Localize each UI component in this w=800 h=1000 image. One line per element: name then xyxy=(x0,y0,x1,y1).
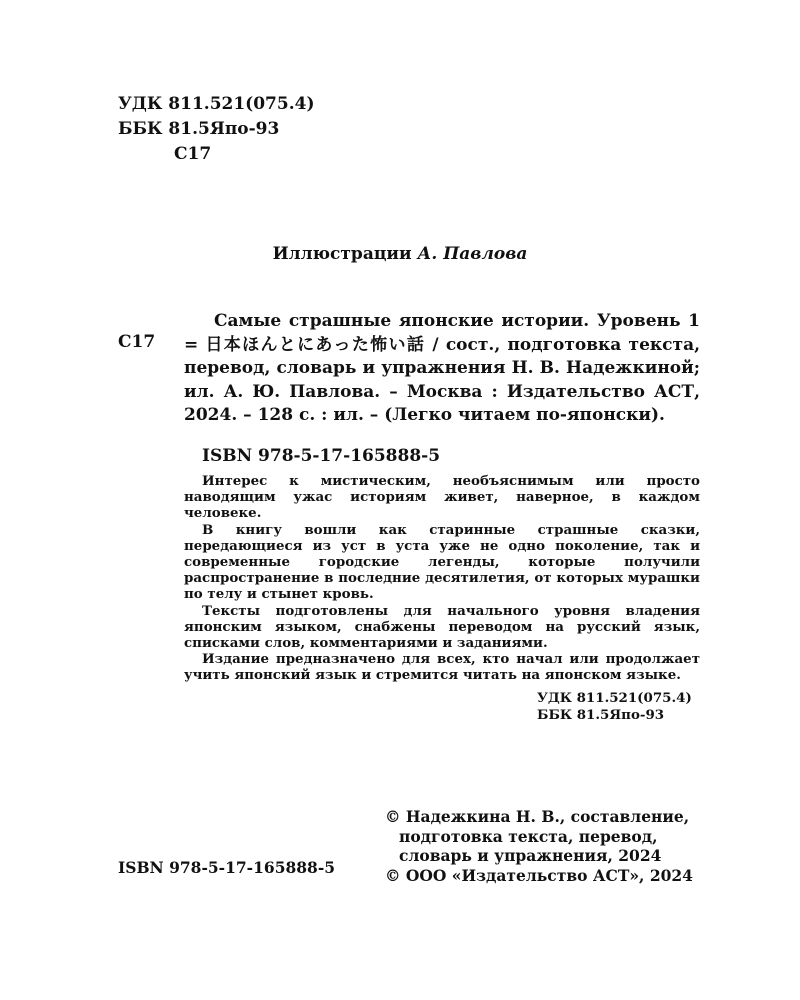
copyright-line: © Надежкина Н. В., составление, xyxy=(385,807,690,826)
bibliographic-title-word: Самые xyxy=(214,311,282,331)
udk-code: УДК 811.521(075.4) xyxy=(118,94,315,114)
copyright-line: словарь и упражнения, 2024 xyxy=(399,846,662,865)
bbk-code: ББК 81.5Япо-93 xyxy=(118,119,280,139)
side-author-mark: С17 xyxy=(118,332,156,352)
abstract-paragraph: В книгу вошли как старинные страшные сказки, передающиеся из уст в уста уже не одно поколение, так и современные городские легенды, которые получили распространение в последние десятилетия, от которых мурашки по телу и стынет кровь. xyxy=(184,521,700,603)
copyright-line: подготовка текста, перевод, xyxy=(399,826,658,846)
copyright-notice xyxy=(385,807,693,885)
classification-block-top xyxy=(118,92,315,167)
isbn-main: ISBN 978-5-17-165888-5 xyxy=(202,446,441,466)
abstract xyxy=(184,473,700,684)
illustrations-credit xyxy=(0,244,800,264)
copyright-line: © ООО «Издательство АСТ», 2024 xyxy=(385,865,693,885)
bibliographic-description: страшные японские истории. Уровень 1 = 日本ほんとにあった怖い話 / сост., подготовка текста, перевод, словарь и упражнения Н. В. Надежкиной; ил. А. Ю. Павлова. – Москва : Издательство АСТ, 2024. – 128 с. : ил. – (Легко читаем по-японски). xyxy=(184,311,700,425)
bbk-code-bottom: ББК 81.5Япо-93 xyxy=(537,707,665,723)
abstract-paragraph: Тексты подготовлены для начального уровня владения японским языком, снабжены переводом на русский язык, списками слов, комментариями и заданиями. xyxy=(184,602,700,652)
udk-code-bottom: УДК 811.521(075.4) xyxy=(537,690,692,706)
illustrations-prefix: Иллюстрации xyxy=(272,244,418,264)
author-mark: С17 xyxy=(174,144,212,164)
bibliographic-record xyxy=(184,310,700,428)
abstract-paragraph: Издание предназначено для всех, кто начал или продолжает учить японский язык и стремится читать на японском языке. xyxy=(184,651,700,684)
abstract-paragraph: Интерес к мистическим, необъяснимым или просто наводящим ужас историям живет, наверное, в каждом человеке. xyxy=(184,473,700,522)
classification-block-bottom xyxy=(537,690,692,724)
illustrator-name: А. Павлова xyxy=(417,244,528,264)
isbn-bottom: ISBN 978-5-17-165888-5 xyxy=(118,858,336,877)
